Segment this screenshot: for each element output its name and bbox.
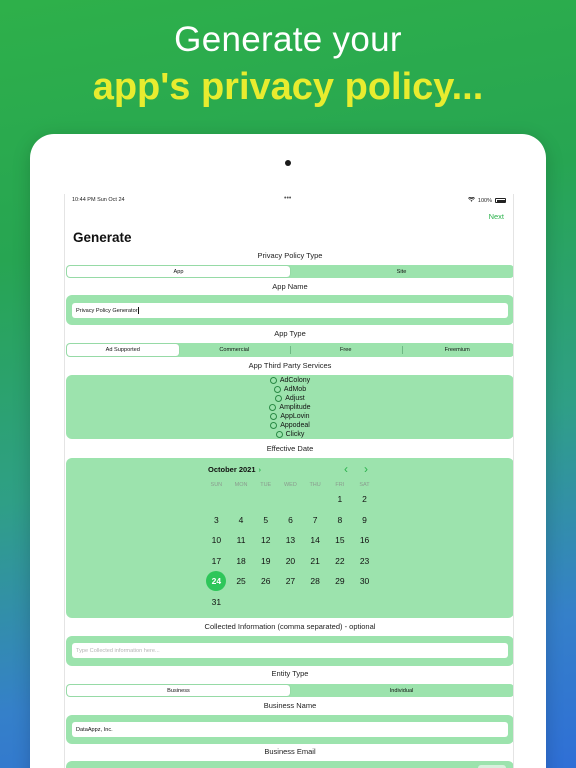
text-cursor	[138, 307, 139, 314]
third-party-services-label: App Third Party Services	[248, 361, 332, 370]
radio-circle-icon[interactable]	[276, 431, 283, 438]
battery-icon	[495, 198, 506, 203]
next-button[interactable]: Next	[488, 212, 504, 221]
app-type-segmented-control	[66, 343, 514, 357]
segment-app[interactable]: App	[67, 266, 290, 277]
calendar-day[interactable]: 11	[236, 535, 246, 545]
wifi-icon	[468, 197, 475, 204]
service-item[interactable]: AdColony	[66, 376, 514, 385]
calendar-day[interactable]: 28	[310, 576, 320, 586]
calendar-day[interactable]: 13	[285, 535, 296, 545]
radio-circle-icon[interactable]	[270, 422, 277, 429]
segment-commercial[interactable]: Commercial	[219, 347, 250, 353]
calendar-day[interactable]: 6	[288, 514, 293, 525]
business-email-label: Business Email	[264, 747, 316, 756]
calendar-day[interactable]: 10	[211, 535, 222, 545]
radio-circle-icon[interactable]	[274, 386, 281, 393]
chevron-right-small-icon: ›	[258, 465, 262, 474]
calendar-day[interactable]: 15	[335, 535, 345, 545]
calendar-day[interactable]: 22	[335, 555, 345, 566]
calendar-day[interactable]: 26	[261, 576, 271, 586]
segment-business[interactable]: Business	[67, 685, 290, 696]
calendar-day[interactable]: 18	[236, 555, 246, 566]
calendar-day[interactable]: 12	[261, 535, 271, 545]
collected-information-panel	[66, 636, 514, 666]
app-name-value: Privacy Policy Generator	[76, 307, 138, 314]
app-name-panel	[66, 295, 514, 325]
collected-information-label: Collected Information (comma separated) - optional	[204, 622, 376, 631]
service-item[interactable]: Adjust	[66, 394, 514, 403]
service-item[interactable]: Clicky	[66, 430, 514, 439]
calendar-day[interactable]: 2	[362, 494, 367, 504]
weekday-label: TUE	[260, 482, 272, 488]
status-time: 10:44 PM Sun Oct 24	[72, 197, 125, 203]
calendar-day[interactable]: 8	[337, 514, 343, 525]
calendar-panel	[66, 458, 514, 618]
calendar-day[interactable]: 19	[261, 555, 271, 566]
weekday-label: SAT	[359, 482, 370, 488]
calendar-day[interactable]: 14	[310, 535, 320, 545]
radio-circle-icon[interactable]	[270, 377, 277, 384]
collected-information-input[interactable]: Type Collected information here...	[72, 643, 508, 658]
privacy-policy-type-label: Privacy Policy Type	[257, 251, 323, 260]
weekday-label: THU	[309, 482, 321, 488]
multitasking-dots-icon[interactable]: •••	[284, 195, 292, 202]
segment-ad-supported[interactable]: Ad Supported	[67, 344, 179, 356]
business-email-panel	[66, 761, 514, 768]
headline-line-2: app's privacy policy...	[92, 66, 484, 108]
calendar-day[interactable]: 20	[285, 555, 296, 566]
calendar-day[interactable]: 7	[312, 514, 318, 525]
business-name-panel	[66, 715, 514, 744]
entity-type-label: Entity Type	[271, 669, 309, 678]
calendar-day-selected[interactable]: 24	[206, 571, 226, 591]
status-bar	[65, 197, 513, 207]
camera-dot	[285, 160, 291, 166]
battery-percent: 100%	[477, 197, 492, 204]
weekday-label: FRI	[335, 482, 345, 488]
entity-type-segmented-control	[66, 684, 514, 697]
weekday-header	[204, 482, 377, 488]
calendar-day[interactable]: 27	[285, 576, 296, 586]
next-month-icon[interactable]: ›	[364, 462, 368, 476]
service-item[interactable]: Appodeal	[66, 421, 514, 430]
calendar-day[interactable]: 3	[213, 514, 219, 525]
effective-date-label: Effective Date	[266, 444, 314, 453]
segment-individual[interactable]: Individual	[389, 687, 414, 694]
calendar-day[interactable]: 5	[263, 514, 269, 525]
weekday-label: MON	[234, 482, 248, 488]
segment-site[interactable]: Site	[396, 268, 407, 275]
page-title: Generate	[73, 230, 132, 245]
month-year-picker[interactable]	[208, 465, 261, 474]
privacy-policy-type-segmented-control	[66, 265, 514, 278]
app-screen	[64, 194, 514, 768]
service-item[interactable]: AppLovin	[66, 412, 514, 421]
calendar-day[interactable]: 17	[211, 555, 222, 566]
headline-line-1: Generate your	[174, 20, 402, 59]
service-item[interactable]: AdMob	[66, 385, 514, 394]
calendar-day[interactable]: 29	[335, 576, 345, 586]
calendar-day[interactable]: 25	[236, 576, 246, 586]
service-item[interactable]: Amplitude	[66, 403, 514, 412]
previous-month-icon[interactable]: ‹	[344, 462, 348, 476]
calendar-day[interactable]: 30	[359, 576, 370, 586]
radio-circle-icon[interactable]	[275, 395, 282, 402]
calendar-day[interactable]: 9	[362, 514, 367, 525]
segment-freemium[interactable]: Freemium	[402, 344, 514, 356]
segment-free[interactable]: Free	[290, 344, 402, 356]
calendar-day[interactable]: 31	[211, 596, 222, 607]
radio-circle-icon[interactable]	[270, 413, 277, 420]
calendar-day[interactable]: 1	[337, 494, 343, 504]
calendar-day[interactable]: 23	[359, 555, 370, 566]
app-name-input[interactable]	[72, 303, 508, 318]
radio-circle-icon[interactable]	[269, 404, 276, 411]
app-name-label: App Name	[272, 282, 308, 291]
calendar-day[interactable]: 4	[238, 514, 244, 525]
weekday-label: WED	[283, 482, 297, 488]
third-party-services-panel	[66, 375, 514, 439]
calendar-day[interactable]: 16	[359, 535, 370, 545]
calendar-day[interactable]: 21	[310, 555, 320, 566]
weekday-label: SUN	[210, 482, 223, 488]
business-name-label: Business Name	[263, 701, 317, 710]
app-type-label: App Type	[274, 329, 306, 338]
business-name-input[interactable]: DataAppz, Inc.	[72, 722, 508, 737]
month-year-label: October 2021	[208, 465, 256, 474]
